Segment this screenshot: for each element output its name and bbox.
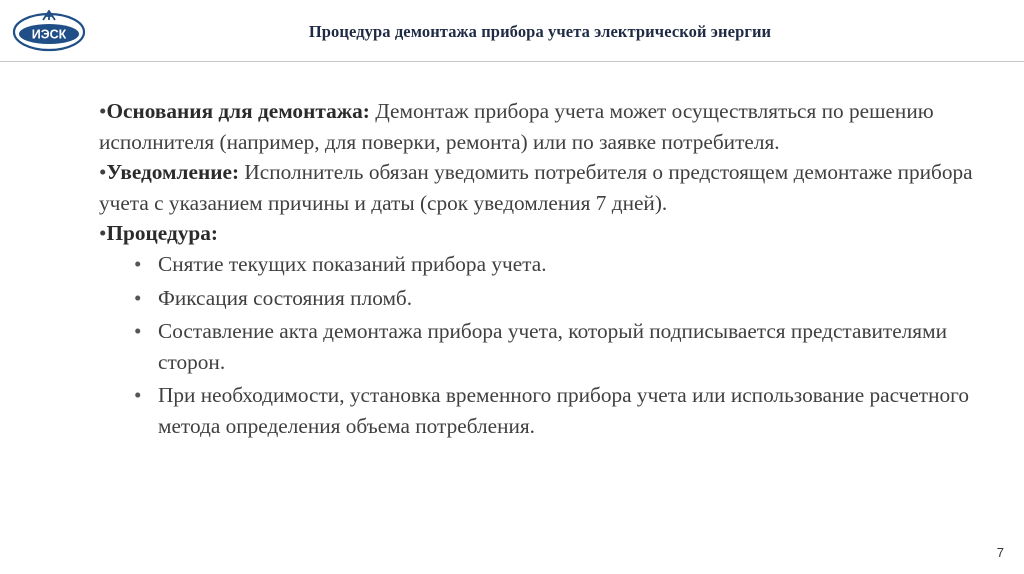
title-divider [0, 61, 1024, 62]
logo-text: ИЭСК [31, 27, 67, 42]
basis-paragraph [99, 96, 979, 157]
sub-bullet-marker: • [134, 285, 142, 310]
notification-paragraph [99, 157, 979, 218]
procedure-step-text: Снятие текущих показаний прибора учета. [158, 251, 547, 276]
notification-text: Исполнитель обязан уведомить потребителя о предстоящем демонтаже прибора учета с указанием причины и даты (срок уведомления 7 дней). [99, 160, 973, 215]
procedure-step [134, 249, 979, 280]
procedure-step-text: При необходимости, установка временного прибора учета или использование расчетного метода определения объема потребления. [158, 383, 970, 438]
company-logo [11, 10, 87, 52]
procedure-step [134, 316, 979, 377]
procedure-heading: Процедура: [106, 221, 218, 246]
procedure-steps-list [99, 249, 979, 442]
bullet-marker: • [99, 99, 107, 123]
bullet-marker: • [99, 221, 107, 246]
sub-bullet-marker: • [134, 251, 142, 276]
procedure-step [134, 380, 979, 441]
procedure-step-text: Фиксация состояния пломб. [158, 285, 413, 310]
notification-heading: Уведомление: [106, 160, 240, 185]
sub-bullet-marker: • [134, 383, 142, 408]
slide-content [99, 96, 979, 445]
slide-title: Процедура демонтажа прибора учета электрической энергии [308, 22, 772, 41]
bullet-marker: • [99, 160, 107, 185]
procedure-step-text: Составление акта демонтажа прибора учета, который подписывается представителями сторон. [158, 319, 947, 374]
basis-heading: Основания для демонтажа: [106, 99, 370, 123]
procedure-step [134, 283, 979, 314]
basis-text: Демонтаж прибора учета может осуществляться по решению исполнителя (например, для поверки, ремонта) или по заявке потребителя. [99, 99, 934, 154]
procedure-paragraph [99, 218, 979, 249]
slide-header [0, 0, 1024, 62]
page-number: 7 [996, 545, 1004, 560]
sub-bullet-marker: • [134, 319, 142, 344]
